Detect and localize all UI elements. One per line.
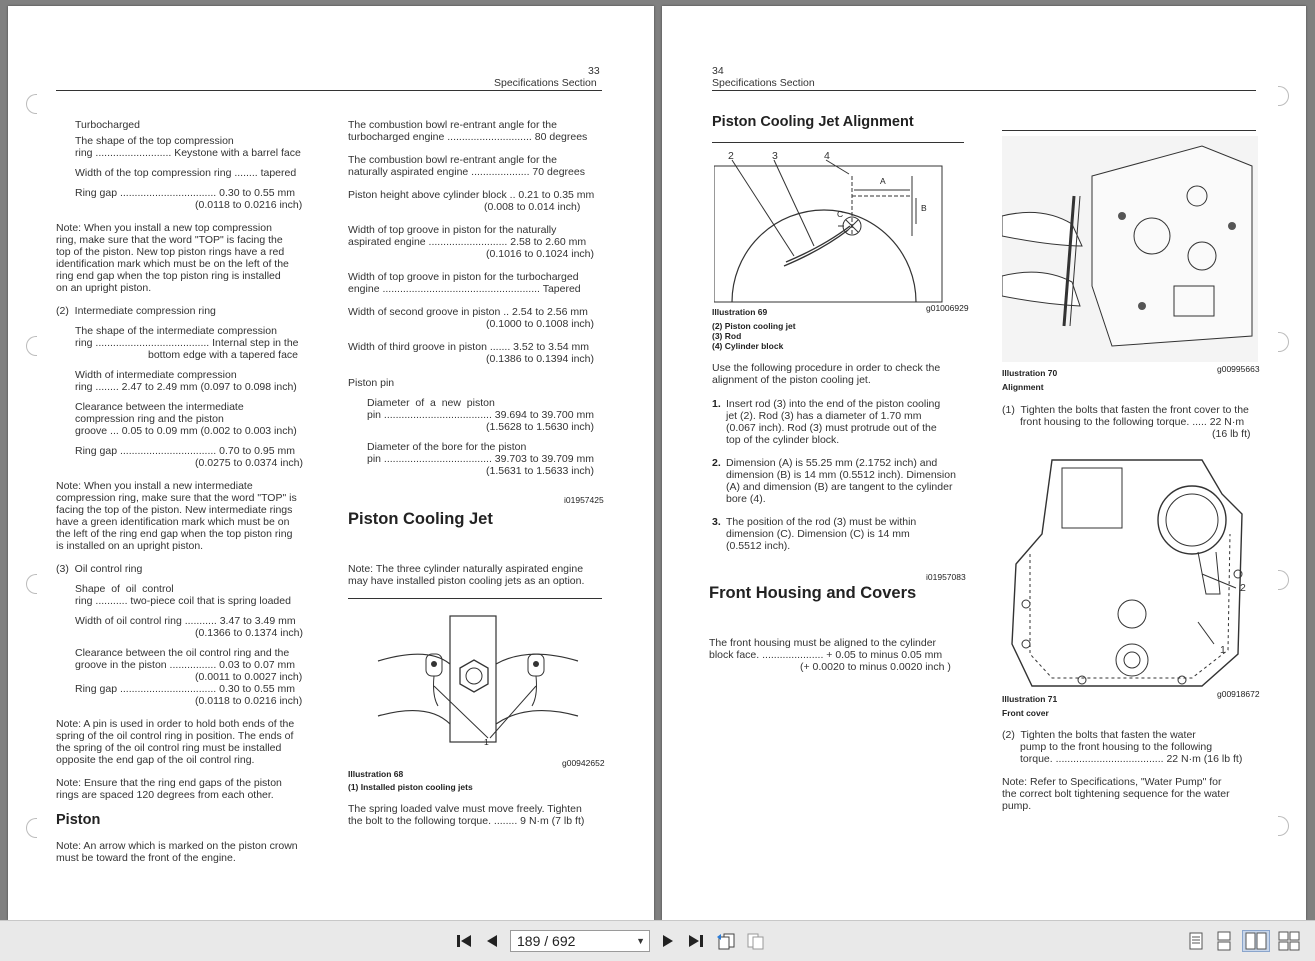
text-line: Ring gap ................................. 0.70 to 0.95 mm [75,445,296,457]
callout-number: 4 [824,150,830,162]
text-line: Width of top groove in piston for the turbocharged [348,271,579,283]
text-line: pin ..................................... 39.694 to 39.700 mm [367,409,595,421]
text-line: (2) Intermediate compression ring [56,305,216,317]
text-line: facing the top of the piston. New intermediate rings [56,504,293,516]
text-line: the left of the ring end gap when the top piston ring [56,528,293,540]
text-line: pump. [1002,800,1032,812]
illustration-caption: (1) Installed piston cooling jets [348,782,473,792]
text-line: (0.0275 to 0.0374 inch) [195,457,303,469]
text-line: pin ..................................... 39.703 to 39.709 mm [367,453,595,465]
legend-item: (4) Cylinder block [712,341,784,351]
page-indicator: 189 / 692 [517,933,576,949]
text-line: Ring gap ................................. 0.30 to 0.55 mm [75,683,296,695]
text-line: (1.5628 to 1.5630 inch) [486,421,594,433]
alignment-illustration [1002,136,1258,362]
text-line: engine ...................................................... Tapered [348,283,581,295]
legend-item: (3) Rod [712,331,742,341]
text-line: (0.0118 to 0.0216 inch) [195,695,303,707]
step-number: 3. [712,516,721,528]
first-page-icon[interactable] [454,931,474,951]
punch-hole [26,574,37,594]
text-line: torque. ..................................... 22 N·m (16 lb ft) [1020,753,1243,765]
punch-hole [26,818,37,838]
text-line: pump to the front housing to the following [1020,741,1213,753]
callout-number: 2 [728,150,734,162]
heading-jet-alignment: Piston Cooling Jet Alignment [712,114,914,130]
text-line: (1) Tighten the bolts that fasten the front cover to the [1002,404,1249,416]
text-line: Ring gap ................................. 0.30 to 0.55 mm [75,187,296,199]
text-line: opposite the end gap of the oil control ring. [56,754,255,766]
header-rule [712,90,1256,91]
note: Note: The three cylinder naturally aspirated engine [348,563,584,575]
text-line: block face. ..................... + 0.05 to minus 0.05 mm [709,649,943,661]
right-page [662,6,1306,920]
next-page-icon[interactable] [658,931,678,951]
text-line: Shape of oil control [75,583,174,595]
text-line: groove ... 0.05 to 0.09 mm (0.002 to 0.003 inch) [75,425,297,437]
text-line: Diameter of the bore for the piston [367,441,527,453]
note: Note: Ensure that the ring end gaps of the piston [56,777,282,789]
text-line: ring, make sure that the word "TOP" is facing the [56,234,283,246]
page-number: 34 [712,65,724,77]
illustration-caption: Alignment [1002,382,1044,392]
text-line: turbocharged engine ............................. 80 degrees [348,131,588,143]
prev-page-icon[interactable] [482,931,502,951]
dimension-label: B [921,203,927,213]
text-line: top of the cylinder block. [726,434,840,446]
text-line: have a green identification mark which must be on [56,516,290,528]
single-page-icon[interactable] [1186,931,1206,951]
left-page [8,6,654,920]
figure-rule [1002,130,1256,131]
illustration-label: Illustration 69 [712,307,768,317]
text-line: The spring loaded valve must move freely. Tighten [348,803,582,815]
text-line: (16 lb ft) [1212,428,1251,440]
text-line: dimension (B) is 14 mm (0.5512 inch). Dimension [726,469,956,481]
text-line: ring .......................... Keystone with a barrel face [75,147,301,159]
legend-item: (2) Piston cooling jet [712,321,796,331]
text-line: (1.5631 to 1.5633 inch) [486,465,594,477]
text-line: (0.067 inch). Rod (3) must protrude out of the [726,422,937,434]
illustration-caption: Front cover [1002,708,1049,718]
heading-front-housing: Front Housing and Covers [709,584,917,602]
page-number: 33 [588,65,600,77]
note: Note: When you install a new top compression [56,222,272,234]
text-line: Piston height above cylinder block .. 0.21 to 0.35 mm [348,189,595,201]
note: Note: When you install a new intermediate [56,480,253,492]
text-line: Insert rod (3) into the end of the piston cooling [726,398,941,410]
doc-id: i01957425 [564,495,604,505]
text-line: groove in the piston ................ 0.03 to 0.07 mm [75,659,296,671]
text-line: jet (2). Rod (3) has a diameter of 1.70 mm [726,410,922,422]
text-line: The front housing must be aligned to the cylinder [709,637,937,649]
text-line: Turbocharged [75,119,140,131]
note: Note: A pin is used in order to hold both ends of the [56,718,295,730]
continuous-facing-icon[interactable] [1276,931,1302,951]
text-line: The shape of the intermediate compression [75,325,277,337]
text-line: rings are spaced 120 degrees from each other. [56,789,274,801]
forward-view-icon[interactable] [746,931,766,951]
text-line: must be toward the front of the engine. [56,852,236,864]
text-line: the bolt to the following torque. ........ 9 N·m (7 lb ft) [348,815,585,827]
callout-number: 1 [1220,644,1226,656]
text-line: Width of second groove in piston .. 2.54 to 2.56 mm [348,306,588,318]
text-line: (0.1366 to 0.1374 inch) [195,627,303,639]
text-line: identification mark which must be on the left of the [56,258,289,270]
text-line: on an upright piston. [56,282,152,294]
punch-hole [26,94,37,114]
chevron-down-icon[interactable]: ▼ [636,936,645,946]
header-rule [56,90,602,91]
text-line: Width of third groove in piston ....... 3.52 to 3.54 mm [348,341,590,353]
step-number: 2. [712,457,721,469]
punch-hole [1278,86,1289,106]
text-line: Clearance between the oil control ring and the [75,647,290,659]
punch-hole [1278,816,1289,836]
callout-number: 1 [484,737,489,747]
text-line: Dimension (A) is 55.25 mm (2.1752 inch) and [726,457,938,469]
text-line: Width of the top compression ring ........ tapered [75,167,297,179]
text-line: Diameter of a new piston [367,397,495,409]
dimension-label: A [880,176,886,186]
page-number-input[interactable] [510,930,650,952]
figure-id: g01006929 [926,303,969,313]
text-line: Use the following procedure in order to check the [712,362,941,374]
section-title: Specifications Section [494,77,597,89]
punch-hole [1278,332,1289,352]
text-line: bore (4). [726,493,766,505]
text-line: (0.1386 to 0.1394 inch) [486,353,594,365]
figure-rule [712,142,964,143]
text-line: aspirated engine ........................... 2.58 to 2.60 mm [348,236,587,248]
text-line: (0.1016 to 0.1024 inch) [486,248,594,260]
callout-number: 3 [772,150,778,162]
note: Note: Refer to Specifications, "Water Pump" for [1002,776,1222,788]
illustration-label: Illustration 70 [1002,368,1058,378]
heading-piston: Piston [56,812,101,828]
punch-hole [26,336,37,356]
text-line: top of the piston. New top piston rings have a red [56,246,285,258]
facing-icon[interactable] [1242,930,1270,952]
text-line: ring ....................................... Internal step in the [75,337,299,349]
text-line: The combustion bowl re-entrant angle for the [348,154,557,166]
text-line: ring ........ 2.47 to 2.49 mm (0.097 to 0.098 inch) [75,381,297,393]
text-line: may have installed piston cooling jets as an option. [348,575,585,587]
text-line: alignment of the piston cooling jet. [712,374,871,386]
heading-piston-cooling-jet: Piston Cooling Jet [348,510,493,528]
text-line: (2) Tighten the bolts that fasten the water [1002,729,1196,741]
figure-id: g00995663 [1217,364,1260,374]
text-line: The position of the rod (3) must be within [726,516,917,528]
text-line: the correct bolt tightening sequence for the water [1002,788,1230,800]
text-line: (0.008 to 0.014 inch) [484,201,581,213]
text-line: (0.5512 inch). [726,540,791,552]
illustration-label: Illustration 68 [348,769,404,779]
figure-rule [348,598,602,599]
doc-id: i01957083 [926,572,966,582]
note: Note: An arrow which is marked on the piston crown [56,840,298,852]
text-line: spring of the oil control ring in position. The ends of [56,730,294,742]
text-line: bottom edge with a tapered face [148,349,299,361]
continuous-icon[interactable] [1214,931,1234,951]
section-title: Specifications Section [712,77,815,89]
text-line: compression ring, make sure that the word "TOP" is [56,492,297,504]
text-line: Piston pin [348,377,395,389]
text-line: dimension (C). Dimension (C) is 14 mm [726,528,910,540]
piston-cooling-jet-illustration [368,606,588,756]
back-view-icon[interactable] [716,931,736,951]
text-line: (A) and dimension (B) are tangent to the cylinder [726,481,953,493]
step-number: 1. [712,398,721,410]
illustration-label: Illustration 71 [1002,694,1058,704]
figure-id: g00918672 [1217,689,1260,699]
text-line: front housing to the following torque. ..... 22 N·m [1020,416,1245,428]
text-line: (0.0011 to 0.0027 inch) [195,671,303,683]
text-line: ring end gap when the top piston ring is installed [56,270,281,282]
text-line: Width of intermediate compression [75,369,237,381]
text-line: (0.0118 to 0.0216 inch) [195,199,303,211]
text-line: Clearance between the intermediate [75,401,244,413]
callout-number: 2 [1240,582,1246,594]
text-line: The combustion bowl re-entrant angle for the [348,119,557,131]
text-line: is installed on an upright piston. [56,540,204,552]
figure-id: g00942652 [562,758,605,768]
viewer-toolbar [0,920,1315,961]
text-line: The shape of the top compression [75,135,234,147]
text-line: naturally aspirated engine .................... 70 degrees [348,166,585,178]
text-line: ring ........... two-piece coil that is spring loaded [75,595,291,607]
text-line: the spring of the oil control ring must be installed [56,742,282,754]
text-line: Width of oil control ring ........... 3.47 to 3.49 mm [75,615,296,627]
text-line: Width of top groove in piston for the naturally [348,224,557,236]
text-line: (3) Oil control ring [56,563,143,575]
dimension-label: C [837,209,844,219]
text-line: compression ring and the piston [75,413,224,425]
punch-hole [1278,570,1289,590]
last-page-icon[interactable] [686,931,706,951]
text-line: (+ 0.0020 to minus 0.0020 inch ) [800,661,951,673]
text-line: (0.1000 to 0.1008 inch) [486,318,594,330]
jet-alignment-illustration [714,146,964,304]
